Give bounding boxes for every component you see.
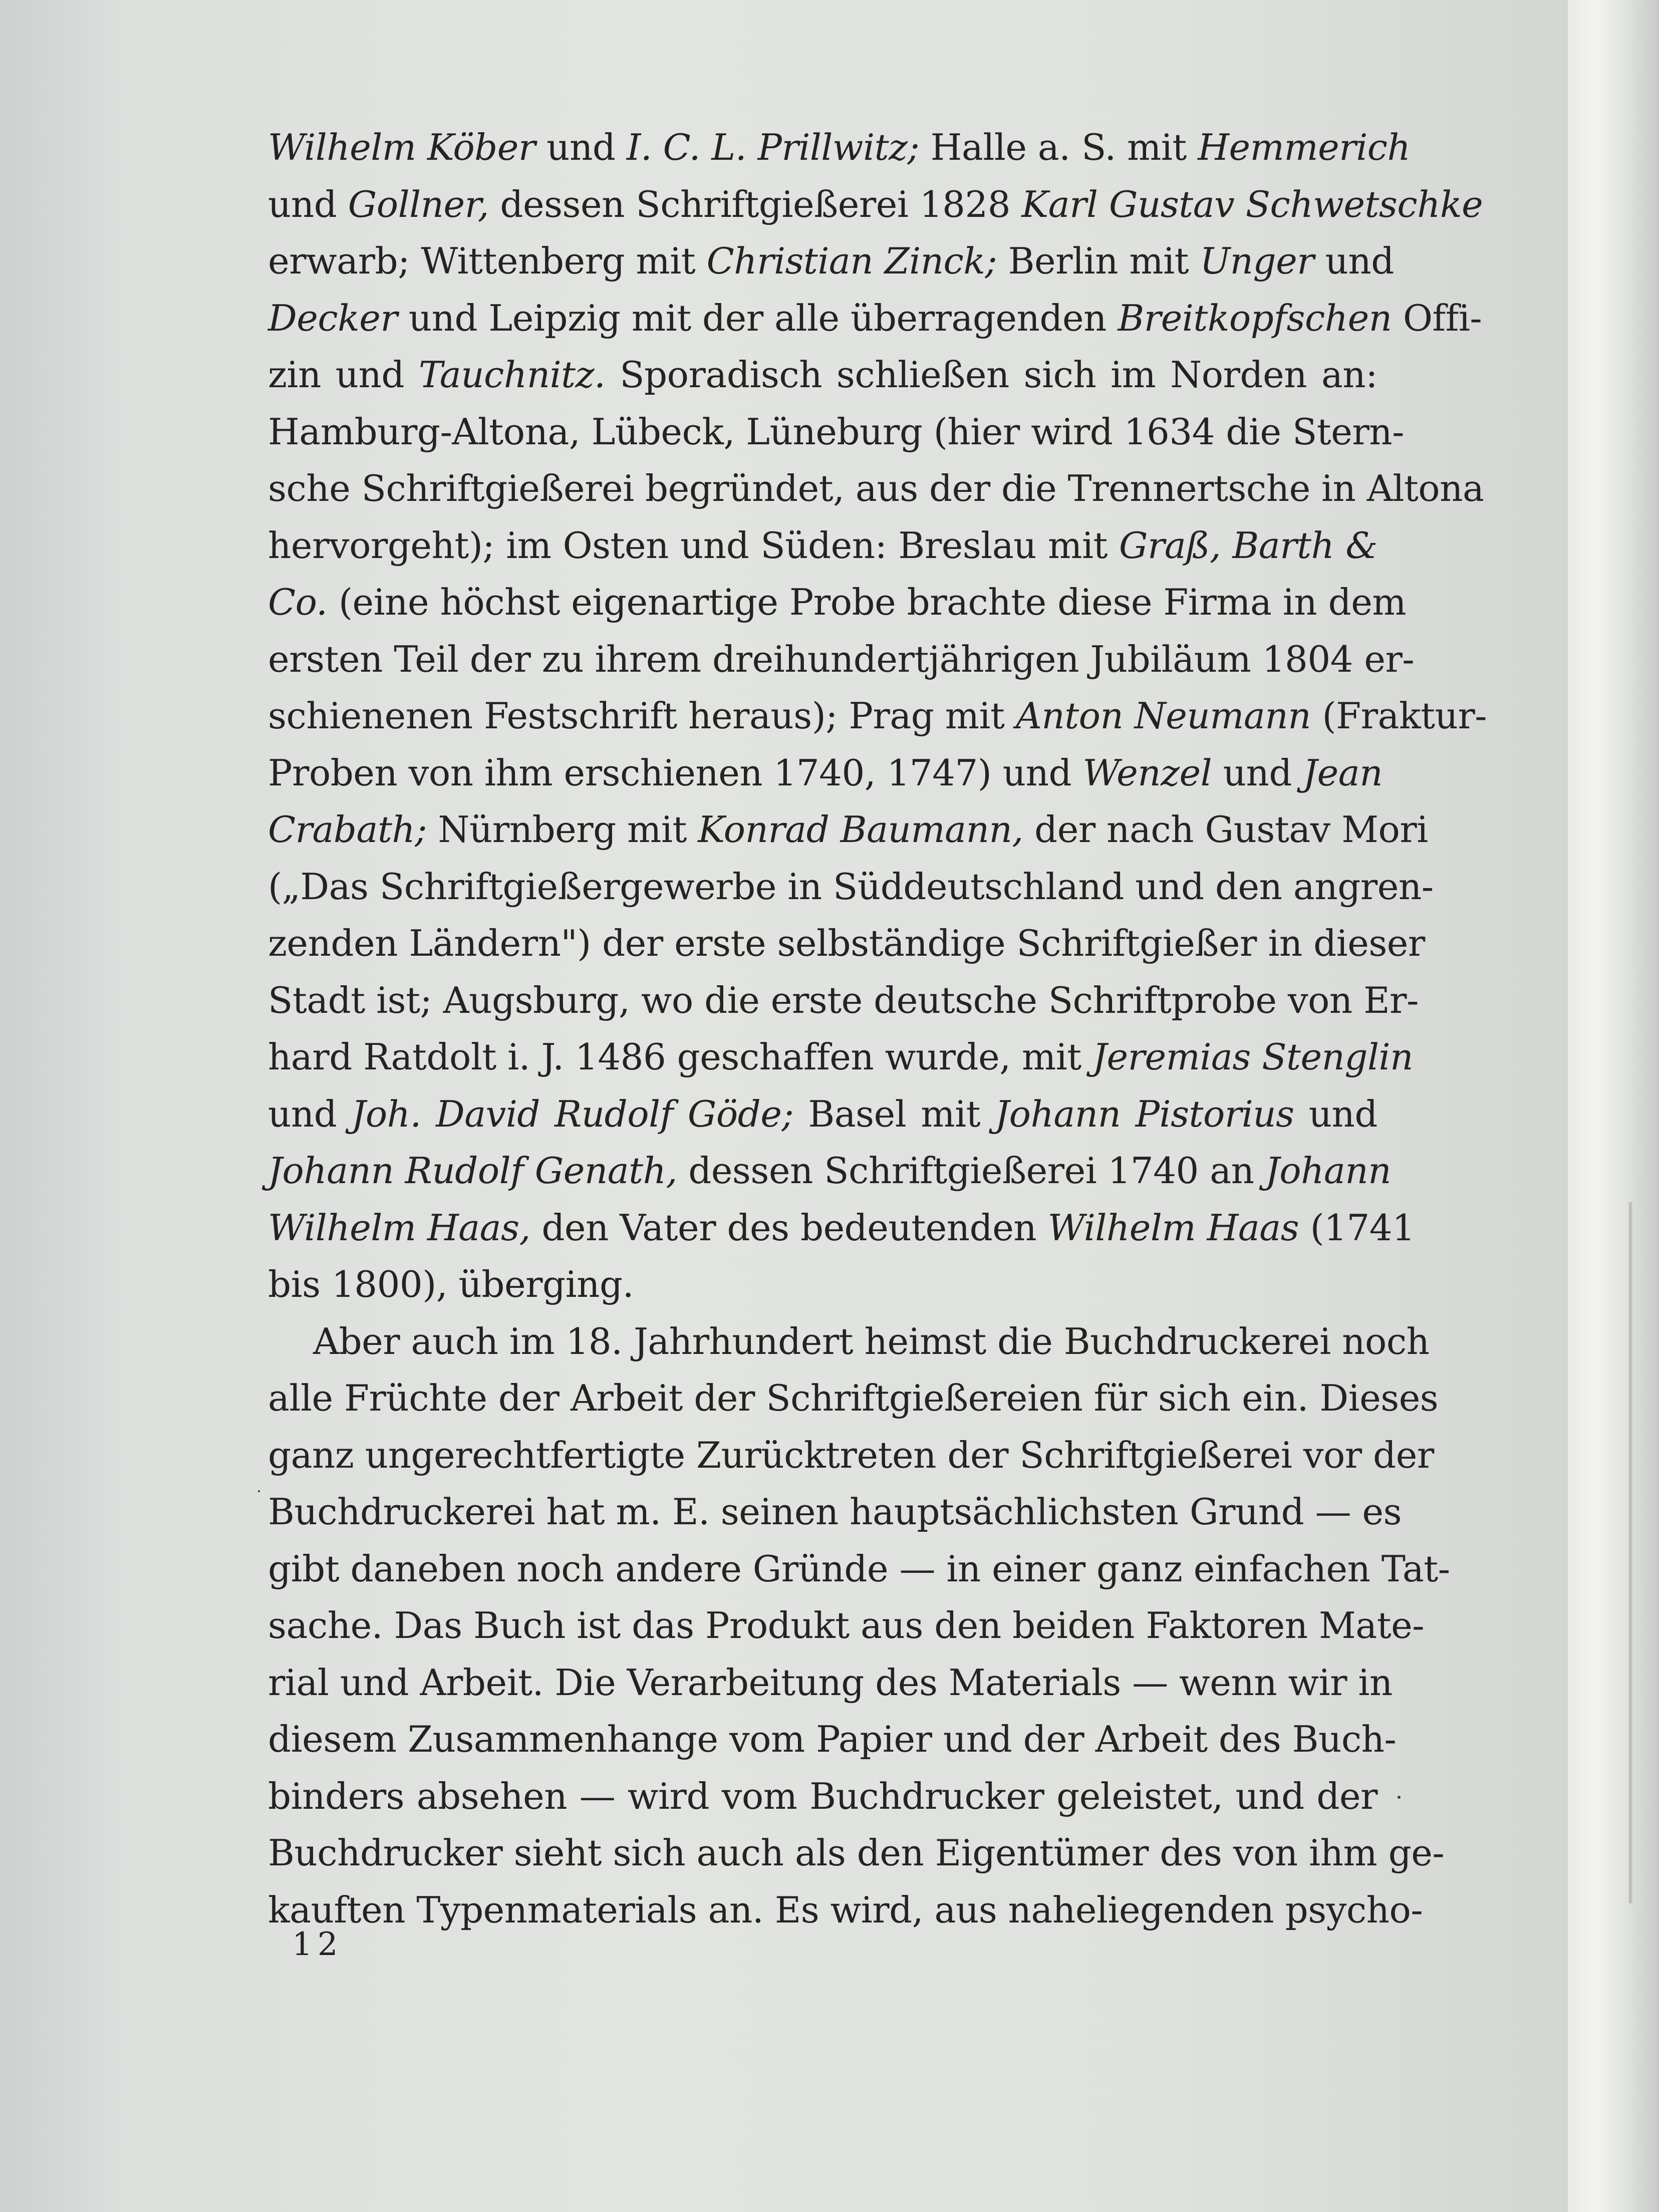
italic-name: Tauchnitz. bbox=[418, 354, 606, 396]
italic-name: Crabath; bbox=[268, 808, 427, 851]
paper-speck bbox=[1398, 1796, 1401, 1799]
italic-name: Wilhelm Haas bbox=[1047, 1206, 1299, 1249]
text-line bbox=[268, 1654, 1393, 1712]
text-run: schienenen Festschrift heraus); Prag mit bbox=[268, 695, 1016, 737]
italic-name: Graß, Barth & bbox=[1119, 524, 1377, 567]
text-line bbox=[268, 1086, 1377, 1143]
text-line bbox=[268, 517, 1377, 575]
text-line bbox=[268, 972, 1419, 1029]
text-line bbox=[268, 574, 1407, 631]
italic-name: Decker bbox=[268, 297, 398, 339]
text-line bbox=[268, 233, 1394, 290]
text-run: (eine höchst eigenartige Probe brachte diese Firma in dem bbox=[327, 581, 1407, 623]
text-run: rial und Arbeit. Die Verarbeitung des Materials — wenn wir in bbox=[268, 1661, 1393, 1704]
text-line bbox=[268, 859, 1434, 916]
text-run: diesem Zusammenhange vom Papier und der Arbeit des Buch- bbox=[268, 1718, 1397, 1760]
italic-name: Jean bbox=[1303, 751, 1383, 794]
text-run: Stadt ist; Augsburg, wo die erste deutsche Schriftprobe von Er- bbox=[268, 979, 1419, 1021]
text-line bbox=[268, 1313, 1430, 1370]
text-line bbox=[268, 119, 1411, 176]
italic-name: Johann bbox=[1265, 1150, 1392, 1192]
italic-name: Christian Zinck; bbox=[706, 240, 997, 282]
italic-name: Wenzel bbox=[1082, 751, 1212, 794]
text-run: Halle a. S. mit bbox=[919, 126, 1198, 168]
text-line bbox=[268, 1882, 1423, 1939]
body-text bbox=[268, 119, 1487, 1939]
page-edge-shadow bbox=[1628, 1202, 1633, 1903]
text-run: und Leipzig mit der alle überragenden bbox=[397, 297, 1118, 339]
text-run: sache. Das Buch ist das Produkt aus den beiden Faktoren Mate- bbox=[268, 1604, 1425, 1646]
text-run: hervorgeht); im Osten und Süden: Breslau mit bbox=[268, 524, 1119, 567]
text-line bbox=[268, 1484, 1402, 1541]
italic-name: Karl Gustav Schwetschke bbox=[1021, 183, 1483, 225]
text-run: Sporadisch schließen sich im Norden an: bbox=[605, 354, 1377, 396]
text-run: zin und bbox=[268, 354, 419, 396]
text-run: Proben von ihm erschienen 1740, 1747) und bbox=[268, 751, 1083, 794]
text-line bbox=[268, 745, 1383, 802]
text-run: (Fraktur- bbox=[1311, 695, 1487, 737]
text-line bbox=[268, 460, 1484, 517]
text-run: alle Früchte der Arbeit der Schriftgießereien für sich ein. Dieses bbox=[268, 1377, 1439, 1419]
text-run: Buchdrucker sieht sich auch als den Eigentümer des von ihm ge- bbox=[268, 1832, 1445, 1874]
text-line bbox=[268, 290, 1482, 347]
text-line bbox=[268, 1427, 1434, 1484]
text-run: ganz ungerechtfertigte Zurücktreten der Schriftgießerei vor der bbox=[268, 1434, 1434, 1476]
italic-name: Breitkopfschen bbox=[1118, 297, 1392, 339]
text-line bbox=[268, 1370, 1439, 1427]
italic-name: Co. bbox=[268, 581, 328, 623]
italic-name: Unger bbox=[1200, 240, 1314, 282]
text-run: ersten Teil der zu ihrem dreihundertjährigen Jubiläum 1804 er- bbox=[268, 638, 1415, 680]
text-line bbox=[268, 688, 1487, 745]
text-run: und bbox=[268, 1092, 352, 1135]
italic-name: Gollner, bbox=[348, 183, 489, 225]
italic-name: Wilhelm Haas, bbox=[268, 1206, 530, 1249]
italic-name: Hemmerich bbox=[1198, 126, 1411, 168]
text-run: Basel mit bbox=[793, 1092, 995, 1135]
text-line bbox=[268, 176, 1483, 233]
text-line bbox=[268, 1029, 1413, 1086]
text-run: kauften Typenmaterials an. Es wird, aus naheliegenden psycho- bbox=[268, 1888, 1423, 1931]
text-run: Buchdruckerei hat m. E. seinen hauptsächlichsten Grund — es bbox=[268, 1491, 1402, 1533]
text-line bbox=[268, 1825, 1445, 1882]
text-run: bis 1800), überging. bbox=[268, 1263, 634, 1305]
text-run: sche Schriftgießerei begründet, aus der die Trennertsche in Altona bbox=[268, 467, 1484, 509]
text-run: und bbox=[268, 183, 348, 225]
italic-name: Wilhelm Köber bbox=[268, 126, 535, 168]
italic-name: Johann Pistorius bbox=[995, 1092, 1294, 1135]
text-run: hard Ratdolt i. J. 1486 geschaffen wurde, mit bbox=[268, 1036, 1093, 1078]
page-number: 12 bbox=[292, 1926, 343, 1963]
text-line bbox=[268, 404, 1404, 461]
text-line bbox=[268, 1597, 1425, 1654]
text-run: und bbox=[1212, 751, 1303, 794]
text-run: der nach Gustav Mori bbox=[1023, 808, 1428, 851]
paragraph bbox=[268, 1313, 1450, 1939]
text-line bbox=[268, 1256, 1377, 1313]
text-line bbox=[268, 1711, 1397, 1768]
text-run: und bbox=[1314, 240, 1394, 282]
page-edge bbox=[1568, 0, 1659, 2212]
text-line bbox=[268, 1541, 1450, 1598]
text-run: und bbox=[1294, 1092, 1378, 1135]
text-line bbox=[268, 1143, 1392, 1200]
italic-name: I. C. L. Prillwitz; bbox=[626, 126, 920, 168]
paper-speck bbox=[258, 1490, 260, 1492]
text-run: (1741 bbox=[1299, 1206, 1415, 1249]
text-run: erwarb; Wittenberg mit bbox=[268, 240, 707, 282]
text-run: und bbox=[535, 126, 627, 168]
text-run: zenden Ländern") der erste selbständige Schriftgießer in dieser bbox=[268, 922, 1425, 964]
italic-name: Jeremias Stenglin bbox=[1092, 1036, 1413, 1078]
text-run: gibt daneben noch andere Gründe — in einer ganz einfachen Tat- bbox=[268, 1547, 1450, 1590]
text-run: Berlin mit bbox=[997, 240, 1200, 282]
text-run: den Vater des bedeutenden bbox=[530, 1206, 1048, 1249]
text-run: Offi- bbox=[1392, 297, 1482, 339]
text-line bbox=[268, 915, 1425, 972]
text-run: Aber auch im 18. Jahrhundert heimst die Buchdruckerei noch bbox=[313, 1320, 1430, 1362]
text-run: binders absehen — wird vom Buchdrucker geleistet, und der bbox=[268, 1775, 1377, 1817]
text-run: („Das Schriftgießergewerbe in Süddeutschland und den angren- bbox=[268, 865, 1434, 908]
italic-name: Joh. David Rudolf Göde; bbox=[351, 1092, 794, 1135]
text-line bbox=[268, 1200, 1415, 1257]
italic-name: Johann Rudolf Genath, bbox=[268, 1150, 677, 1192]
paragraph bbox=[268, 119, 1487, 1313]
italic-name: Konrad Baumann, bbox=[698, 808, 1023, 851]
italic-name: Anton Neumann bbox=[1015, 695, 1311, 737]
text-run: Hamburg-Altona, Lübeck, Lüneburg (hier wird 1634 die Stern- bbox=[268, 410, 1404, 453]
text-run: Nürnberg mit bbox=[427, 808, 698, 851]
text-line bbox=[268, 801, 1428, 859]
text-line bbox=[268, 1768, 1377, 1825]
text-run: dessen Schriftgießerei 1828 bbox=[489, 183, 1022, 225]
text-line bbox=[268, 631, 1415, 688]
text-run: dessen Schriftgießerei 1740 an bbox=[677, 1150, 1265, 1192]
text-line bbox=[268, 347, 1377, 404]
